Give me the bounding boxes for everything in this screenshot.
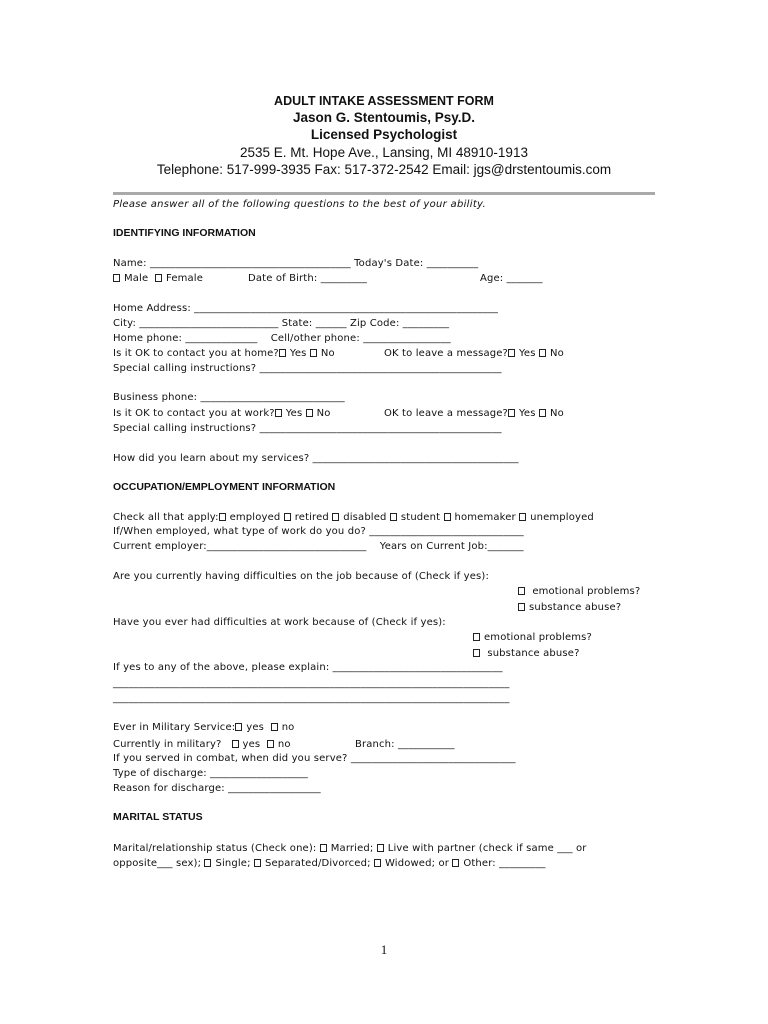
work-msg-no-checkbox[interactable]: [539, 409, 546, 417]
female-checkbox[interactable]: [155, 274, 162, 282]
current-emotional-checkbox[interactable]: [518, 587, 525, 595]
marital-row-1: Marital/relationship status (Check one): Married; Live with partner (check if same ___ or: [113, 843, 587, 854]
phone-line[interactable]: Home phone: ______________ Cell/other phone: _________________: [113, 333, 451, 344]
employment-check-row: Check all that apply: employed retired disabled student homemaker unemployed: [113, 512, 594, 523]
name-line[interactable]: Name: _______________________________________ Today's Date: __________: [113, 258, 479, 269]
current-emotional-row: emotional problems?: [518, 586, 640, 597]
ok-work-row: Is it OK to contact you at work? Yes No: [113, 408, 331, 419]
learn-services-field[interactable]: How did you learn about my services? ________________________________________: [113, 453, 519, 464]
special-instructions-1[interactable]: Special calling instructions? _______________________________________________: [113, 363, 502, 374]
married-checkbox[interactable]: [320, 844, 327, 852]
ok-home-row: Is it OK to contact you at home? Yes No: [113, 348, 335, 359]
dob-field[interactable]: Date of Birth: _________: [248, 273, 368, 284]
work-type-field[interactable]: If/When employed, what type of work do you do? ______________________________: [113, 526, 524, 537]
single-checkbox[interactable]: [204, 859, 211, 867]
ever-difficulties-question: Have you ever had difficulties at work because of (Check if yes):: [113, 617, 446, 628]
discharge-reason-field[interactable]: Reason for discharge: __________________: [113, 783, 321, 794]
ever-emotional-checkbox[interactable]: [473, 633, 480, 641]
employed-checkbox[interactable]: [219, 513, 226, 521]
branch-field[interactable]: Branch: ___________: [355, 739, 455, 750]
business-phone-field[interactable]: Business phone: ____________________________: [113, 392, 345, 403]
unemployed-checkbox[interactable]: [519, 513, 526, 521]
military-current-row: Currently in military? yes no: [113, 739, 291, 750]
current-military-yes-checkbox[interactable]: [232, 740, 239, 748]
work-yes-checkbox[interactable]: [275, 409, 282, 417]
military-no-checkbox[interactable]: [271, 723, 278, 731]
retired-checkbox[interactable]: [284, 513, 291, 521]
page-number: 1: [380, 942, 388, 957]
work-no-checkbox[interactable]: [306, 409, 313, 417]
special-instructions-2[interactable]: Special calling instructions? _______________________________________________: [113, 423, 502, 434]
work-message-row: OK to leave a message? Yes No: [384, 408, 564, 419]
home-address-field[interactable]: Home Address: ___________________________________________________________: [113, 303, 499, 314]
explain-blank-2[interactable]: _____________________________________________________________________________: [113, 693, 510, 704]
homemaker-checkbox[interactable]: [444, 513, 451, 521]
address: 2535 E. Mt. Hope Ave., Lansing, MI 48910-1913: [240, 145, 528, 160]
current-military-no-checkbox[interactable]: [267, 740, 274, 748]
intro-text: Please answer all of the following questions to the best of your ability.: [113, 199, 486, 210]
marital-row-2: opposite___ sex); Single; Separated/Divorced; Widowed; or Other: _________: [113, 858, 546, 869]
current-substance-row: substance abuse?: [518, 602, 621, 613]
ever-substance-row: substance abuse?: [473, 648, 580, 659]
ever-emotional-row: emotional problems?: [473, 632, 592, 643]
form-title: ADULT INTAKE ASSESSMENT FORM: [274, 94, 494, 108]
male-checkbox[interactable]: [113, 274, 120, 282]
widowed-checkbox[interactable]: [374, 859, 381, 867]
explain-field[interactable]: If yes to any of the above, please explain: _________________________________: [113, 662, 503, 673]
work-msg-yes-checkbox[interactable]: [508, 409, 515, 417]
home-msg-yes-checkbox[interactable]: [508, 349, 515, 357]
section-marital: MARITAL STATUS: [113, 811, 203, 823]
current-substance-checkbox[interactable]: [518, 603, 525, 611]
credential: Licensed Psychologist: [310, 127, 458, 142]
combat-field[interactable]: If you served in combat, when did you serve? ________________________________: [113, 753, 516, 764]
age-field[interactable]: Age: _______: [480, 273, 543, 284]
home-no-checkbox[interactable]: [310, 349, 317, 357]
current-employer-field[interactable]: Current employer:_______________________________ Years on Current Job:_______: [113, 541, 524, 552]
doctor-name: Jason G. Stentoumis, Psy.D.: [292, 110, 476, 125]
disabled-checkbox[interactable]: [332, 513, 339, 521]
discharge-type-field[interactable]: Type of discharge: ___________________: [113, 768, 308, 779]
separated-checkbox[interactable]: [254, 859, 261, 867]
military-ever-row: Ever in Military Service: yes no: [113, 722, 295, 733]
current-difficulties-question: Are you currently having difficulties on the job because of (Check if yes):: [113, 571, 489, 582]
home-msg-no-checkbox[interactable]: [539, 349, 546, 357]
city-line[interactable]: City: ___________________________ State: ______ Zip Code: _________: [113, 318, 450, 329]
explain-blank-1[interactable]: _____________________________________________________________________________: [113, 678, 510, 689]
other-checkbox[interactable]: [452, 859, 459, 867]
contact-info: Telephone: 517-999-3935 Fax: 517-372-2542 Email: jgs@drstentoumis.com: [156, 162, 612, 177]
gender-row: Male Female: [113, 273, 203, 284]
ever-substance-checkbox[interactable]: [473, 649, 480, 657]
home-message-row: OK to leave a message? Yes No: [384, 348, 564, 359]
partner-checkbox[interactable]: [377, 844, 384, 852]
section-identifying: IDENTIFYING INFORMATION: [113, 227, 256, 239]
military-yes-checkbox[interactable]: [235, 723, 242, 731]
student-checkbox[interactable]: [390, 513, 397, 521]
header-rule: [113, 192, 655, 195]
section-occupation: OCCUPATION/EMPLOYMENT INFORMATION: [113, 481, 336, 493]
home-yes-checkbox[interactable]: [279, 349, 286, 357]
